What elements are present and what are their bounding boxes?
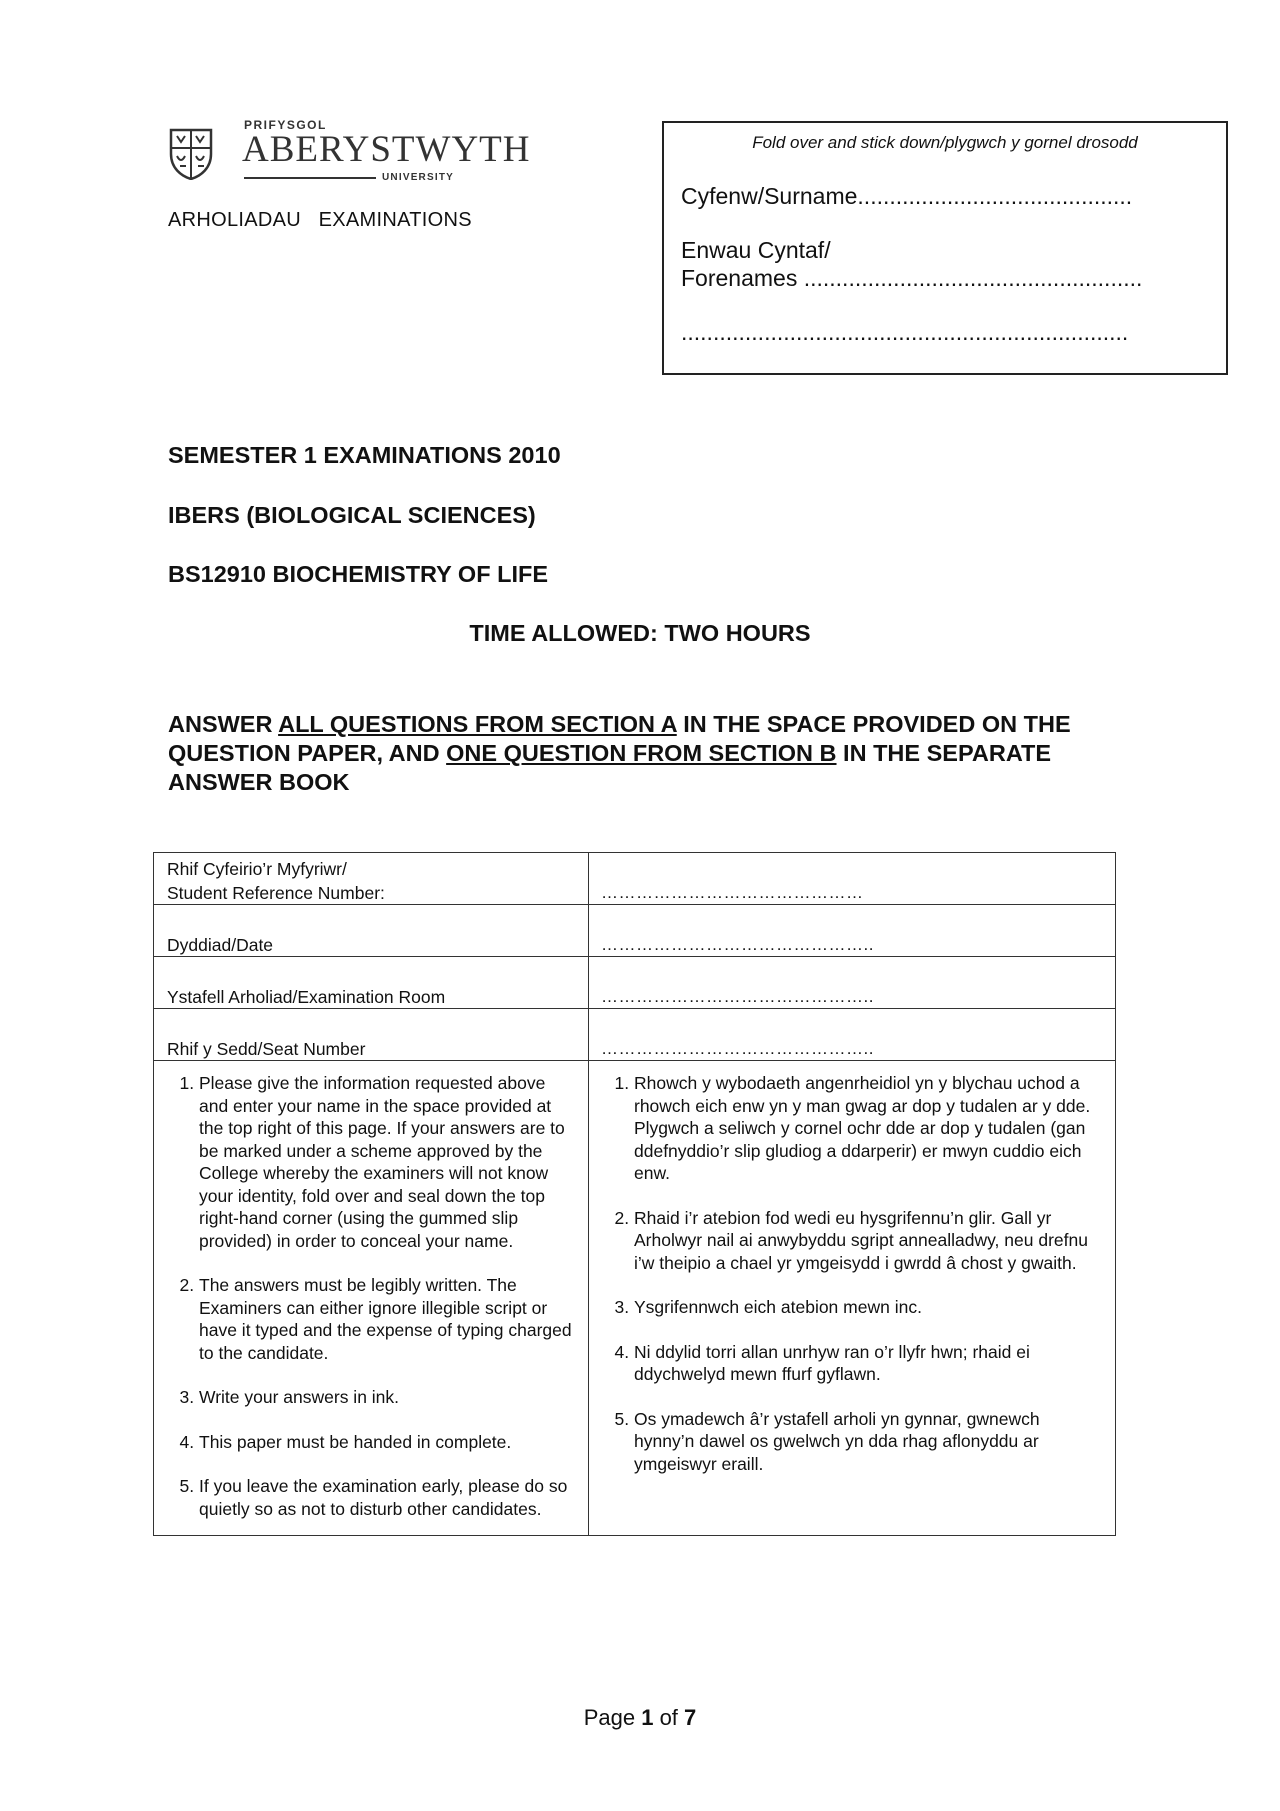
page-middle: of — [653, 1705, 685, 1730]
table-row — [154, 853, 1116, 905]
crest-icon — [168, 126, 214, 180]
info-label-cell — [154, 905, 589, 957]
table-row — [154, 1009, 1116, 1061]
list-item: 1. Rhowch y wybodaeth angenrheidiol yn y blychau uchod a rhowch eich enw yn y man gwag ar dop y tudalen ar y dde. Plygwch a seliwch y cornel ochr dde ar dop y tudalen (gan ddefnyddio’r slip gludiog a ddarperir) er mwyn cuddio eich enw. — [634, 1072, 1104, 1185]
list-item: 4. Ni ddylid torri allan unrhyw ran o’r llyfr hwn; rhaid ei ddychwelyd mewn ffurf gyflawn. — [634, 1341, 1104, 1386]
name-fold-box — [662, 121, 1228, 375]
list-item: 4. This paper must be handed in complete. — [199, 1431, 577, 1454]
name-extra-line[interactable]: ...................................................................... — [681, 319, 1129, 345]
logo-divider — [244, 177, 376, 179]
info-label-line2: Ystafell Arholiad/Examination Room — [167, 987, 446, 1007]
date-field[interactable]: ……………………………………….. — [589, 905, 1116, 957]
info-label-cell — [154, 853, 589, 905]
answer-instr-text-3: IN THE SEPARATE ANSWER BOOK — [168, 740, 1052, 795]
student-reference-field[interactable]: ……………………………………… — [589, 853, 1116, 905]
page-current: 1 — [641, 1705, 654, 1730]
answer-instr-text-2: IN THE SPACE PROVIDED ON THE QUESTION PAPER, AND — [168, 711, 1071, 766]
page-total: 7 — [684, 1705, 697, 1730]
exams-label: ARHOLIADAU EXAMINATIONS — [168, 209, 472, 231]
fold-note: Fold over and stick down/plygwch y gornel drosodd — [752, 133, 1138, 152]
info-label-line1: Rhif Cyfeirio’r Myfyriwr/ — [167, 859, 347, 879]
info-label-cell — [154, 957, 589, 1009]
seat-number-field[interactable]: ……………………………………….. — [589, 1009, 1116, 1061]
list-item: 5. Os ymadewch â’r ystafell arholi yn gynnar, gwnewch hynny’n dawel os gwelwch yn dda rhag aflonyddu ar ymgeiswyr eraill. — [634, 1408, 1104, 1476]
info-label-line2: Rhif y Sedd/Seat Number — [167, 1039, 366, 1059]
exam-room-field[interactable]: ……………………………………….. — [589, 957, 1116, 1009]
info-label-line2: Dyddiad/Date — [167, 935, 274, 955]
answer-instr-underlined-2: ONE QUESTION FROM SECTION B — [446, 740, 837, 766]
logo-university: UNIVERSITY — [382, 172, 455, 183]
list-item: 1. Please give the information requested above and enter your name in the space provided at the top right of this page. If your answers are to be marked under a scheme approved by the College whereby the examiners will not know your identity, fold over and seal down the top right-hand corner (using the gummed slip provided) in order to conceal your name. — [199, 1072, 577, 1252]
english-instructions-cell — [154, 1061, 589, 1536]
answer-instructions — [168, 710, 1128, 797]
student-info-table — [153, 852, 1116, 1536]
table-row — [154, 905, 1116, 957]
list-item: 3. Write your answers in ink. — [199, 1386, 577, 1409]
surname-field[interactable]: Cyfenw/Surname........................................... — [681, 183, 1133, 209]
logo-prifysgol: PRIFYSGOL — [244, 118, 327, 132]
answer-instr-underlined-1: ALL QUESTIONS FROM SECTION A — [278, 711, 677, 737]
university-logo — [168, 118, 531, 188]
department-heading: IBERS (BIOLOGICAL SCIENCES) — [168, 502, 536, 528]
list-item: 2. The answers must be legibly written. The Examiners can either ignore illegible script or have it typed and the expense of typing charged to the candidate. — [199, 1274, 577, 1364]
table-row — [154, 957, 1116, 1009]
english-instructions-list — [155, 1062, 587, 1534]
welsh-instructions-list — [590, 1062, 1114, 1489]
list-item: 2. Rhaid i’r atebion fod wedi eu hysgrifennu’n glir. Gall yr Arholwyr nail ai anwybyddu sgript annealladwy, neu drefnu i’w theipio a chael yr ymgeisydd i gwrdd â chost y gwaith. — [634, 1207, 1104, 1275]
forenames-label: Enwau Cyntaf/ — [681, 237, 831, 263]
answer-instr-text-1: ANSWER — [168, 711, 279, 737]
list-item: 3. Ysgrifennwch eich atebion mewn inc. — [634, 1296, 1104, 1319]
page-number — [0, 1705, 1280, 1731]
list-item: 5. If you leave the examination early, please do so quietly so as not to disturb other candidates. — [199, 1475, 577, 1520]
info-label-line2: Student Reference Number: — [167, 883, 385, 903]
module-heading: BS12910 BIOCHEMISTRY OF LIFE — [168, 561, 549, 587]
info-label-cell — [154, 1009, 589, 1061]
forenames-field[interactable]: Forenames ..................................................... — [681, 265, 1143, 291]
page-prefix: Page — [583, 1705, 642, 1730]
table-row — [154, 1061, 1116, 1536]
welsh-instructions-cell — [589, 1061, 1116, 1536]
logo-aberystwyth: ABERYSTWYTH — [242, 129, 531, 170]
semester-heading: SEMESTER 1 EXAMINATIONS 2010 — [168, 442, 561, 468]
time-allowed-heading: TIME ALLOWED: TWO HOURS — [469, 620, 811, 646]
